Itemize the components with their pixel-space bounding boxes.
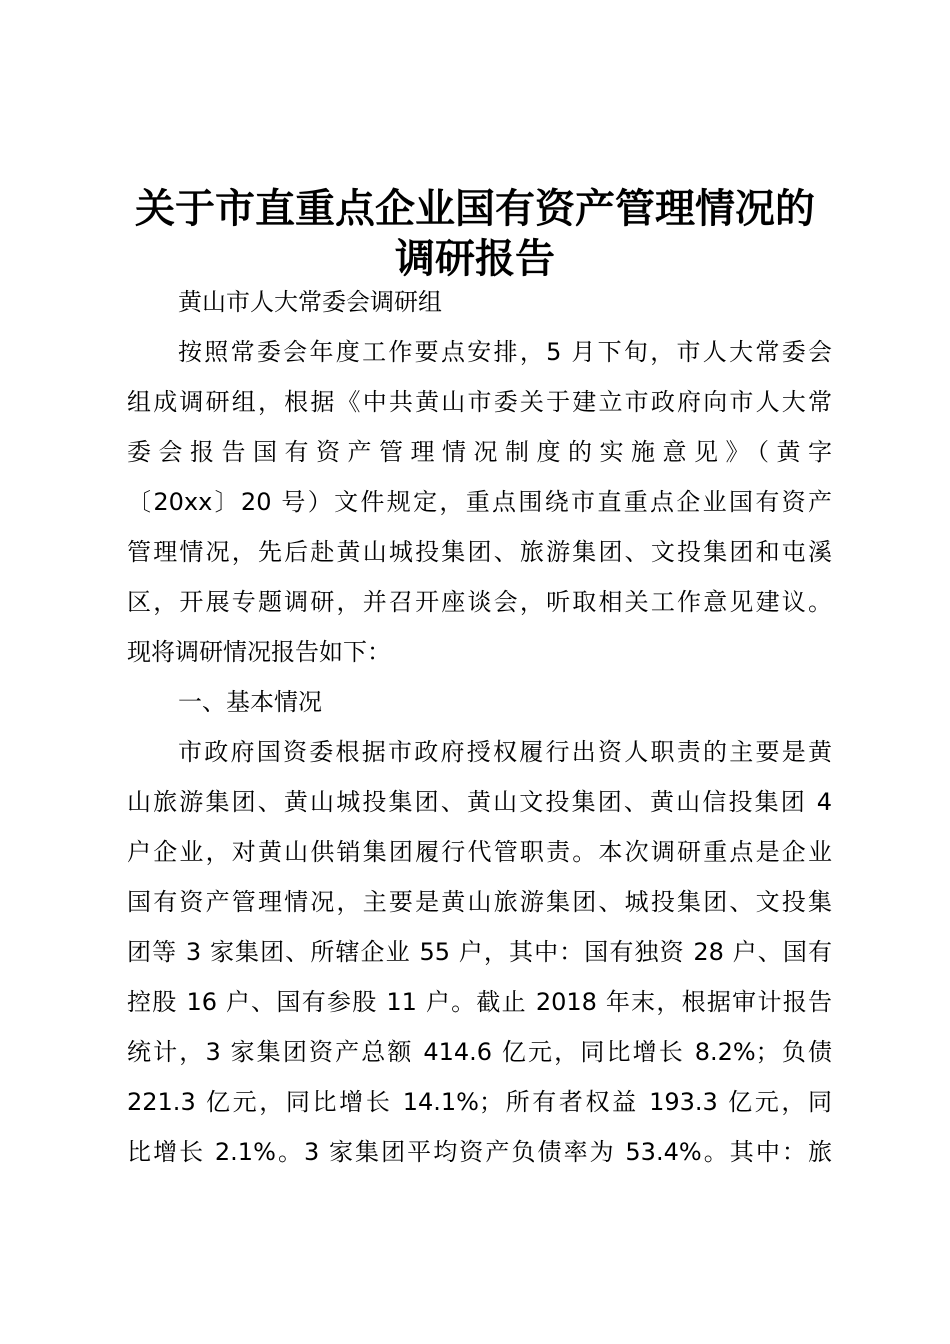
document-title-line-1: 关于市直重点企业国有资产管理情况的 <box>135 186 815 232</box>
intro-line-4: 〔20xx〕20 号）文件规定，重点围绕市直重点企业国有资产 <box>127 488 832 516</box>
intro-line-3: 委会报告国有资产管理情况制度的实施意见》（黄字 <box>127 438 832 466</box>
author-line: 黄山市人大常委会调研组 <box>178 288 442 316</box>
document-title-line-2: 调研报告 <box>395 236 555 282</box>
section1-line-6: 控股 16 户、国有参股 11 户。截止 2018 年末，根据审计报告 <box>127 988 832 1016</box>
intro-line-7: 现将调研情况报告如下： <box>127 638 391 666</box>
section-heading-basic-situation: 一、基本情况 <box>178 688 322 716</box>
section1-line-4: 国有资产管理情况，主要是黄山旅游集团、城投集团、文投集 <box>127 888 832 916</box>
section1-line-2: 山旅游集团、黄山城投集团、黄山文投集团、黄山信投集团 4 <box>127 788 832 816</box>
section1-line-9: 比增长 2.1%。3 家集团平均资产负债率为 53.4%。其中：旅 <box>127 1138 832 1166</box>
section1-line-1: 市政府国资委根据市政府授权履行出资人职责的主要是黄 <box>178 738 832 766</box>
section1-line-7: 统计，3 家集团资产总额 414.6 亿元，同比增长 8.2%；负债 <box>127 1038 832 1066</box>
intro-line-2: 组成调研组，根据《中共黄山市委关于建立市政府向市人大常 <box>127 388 832 416</box>
section1-line-5: 团等 3 家集团、所辖企业 55 户，其中：国有独资 28 户、国有 <box>127 938 832 966</box>
intro-line-5: 管理情况，先后赴黄山城投集团、旅游集团、文投集团和屯溪 <box>127 538 832 566</box>
section1-line-3: 户企业，对黄山供销集团履行代管职责。本次调研重点是企业 <box>127 838 832 866</box>
intro-line-1: 按照常委会年度工作要点安排，5 月下旬，市人大常委会 <box>178 338 832 366</box>
intro-line-6: 区，开展专题调研，并召开座谈会，听取相关工作意见建议。 <box>127 588 832 616</box>
section1-line-8: 221.3 亿元，同比增长 14.1%；所有者权益 193.3 亿元，同 <box>127 1088 832 1116</box>
